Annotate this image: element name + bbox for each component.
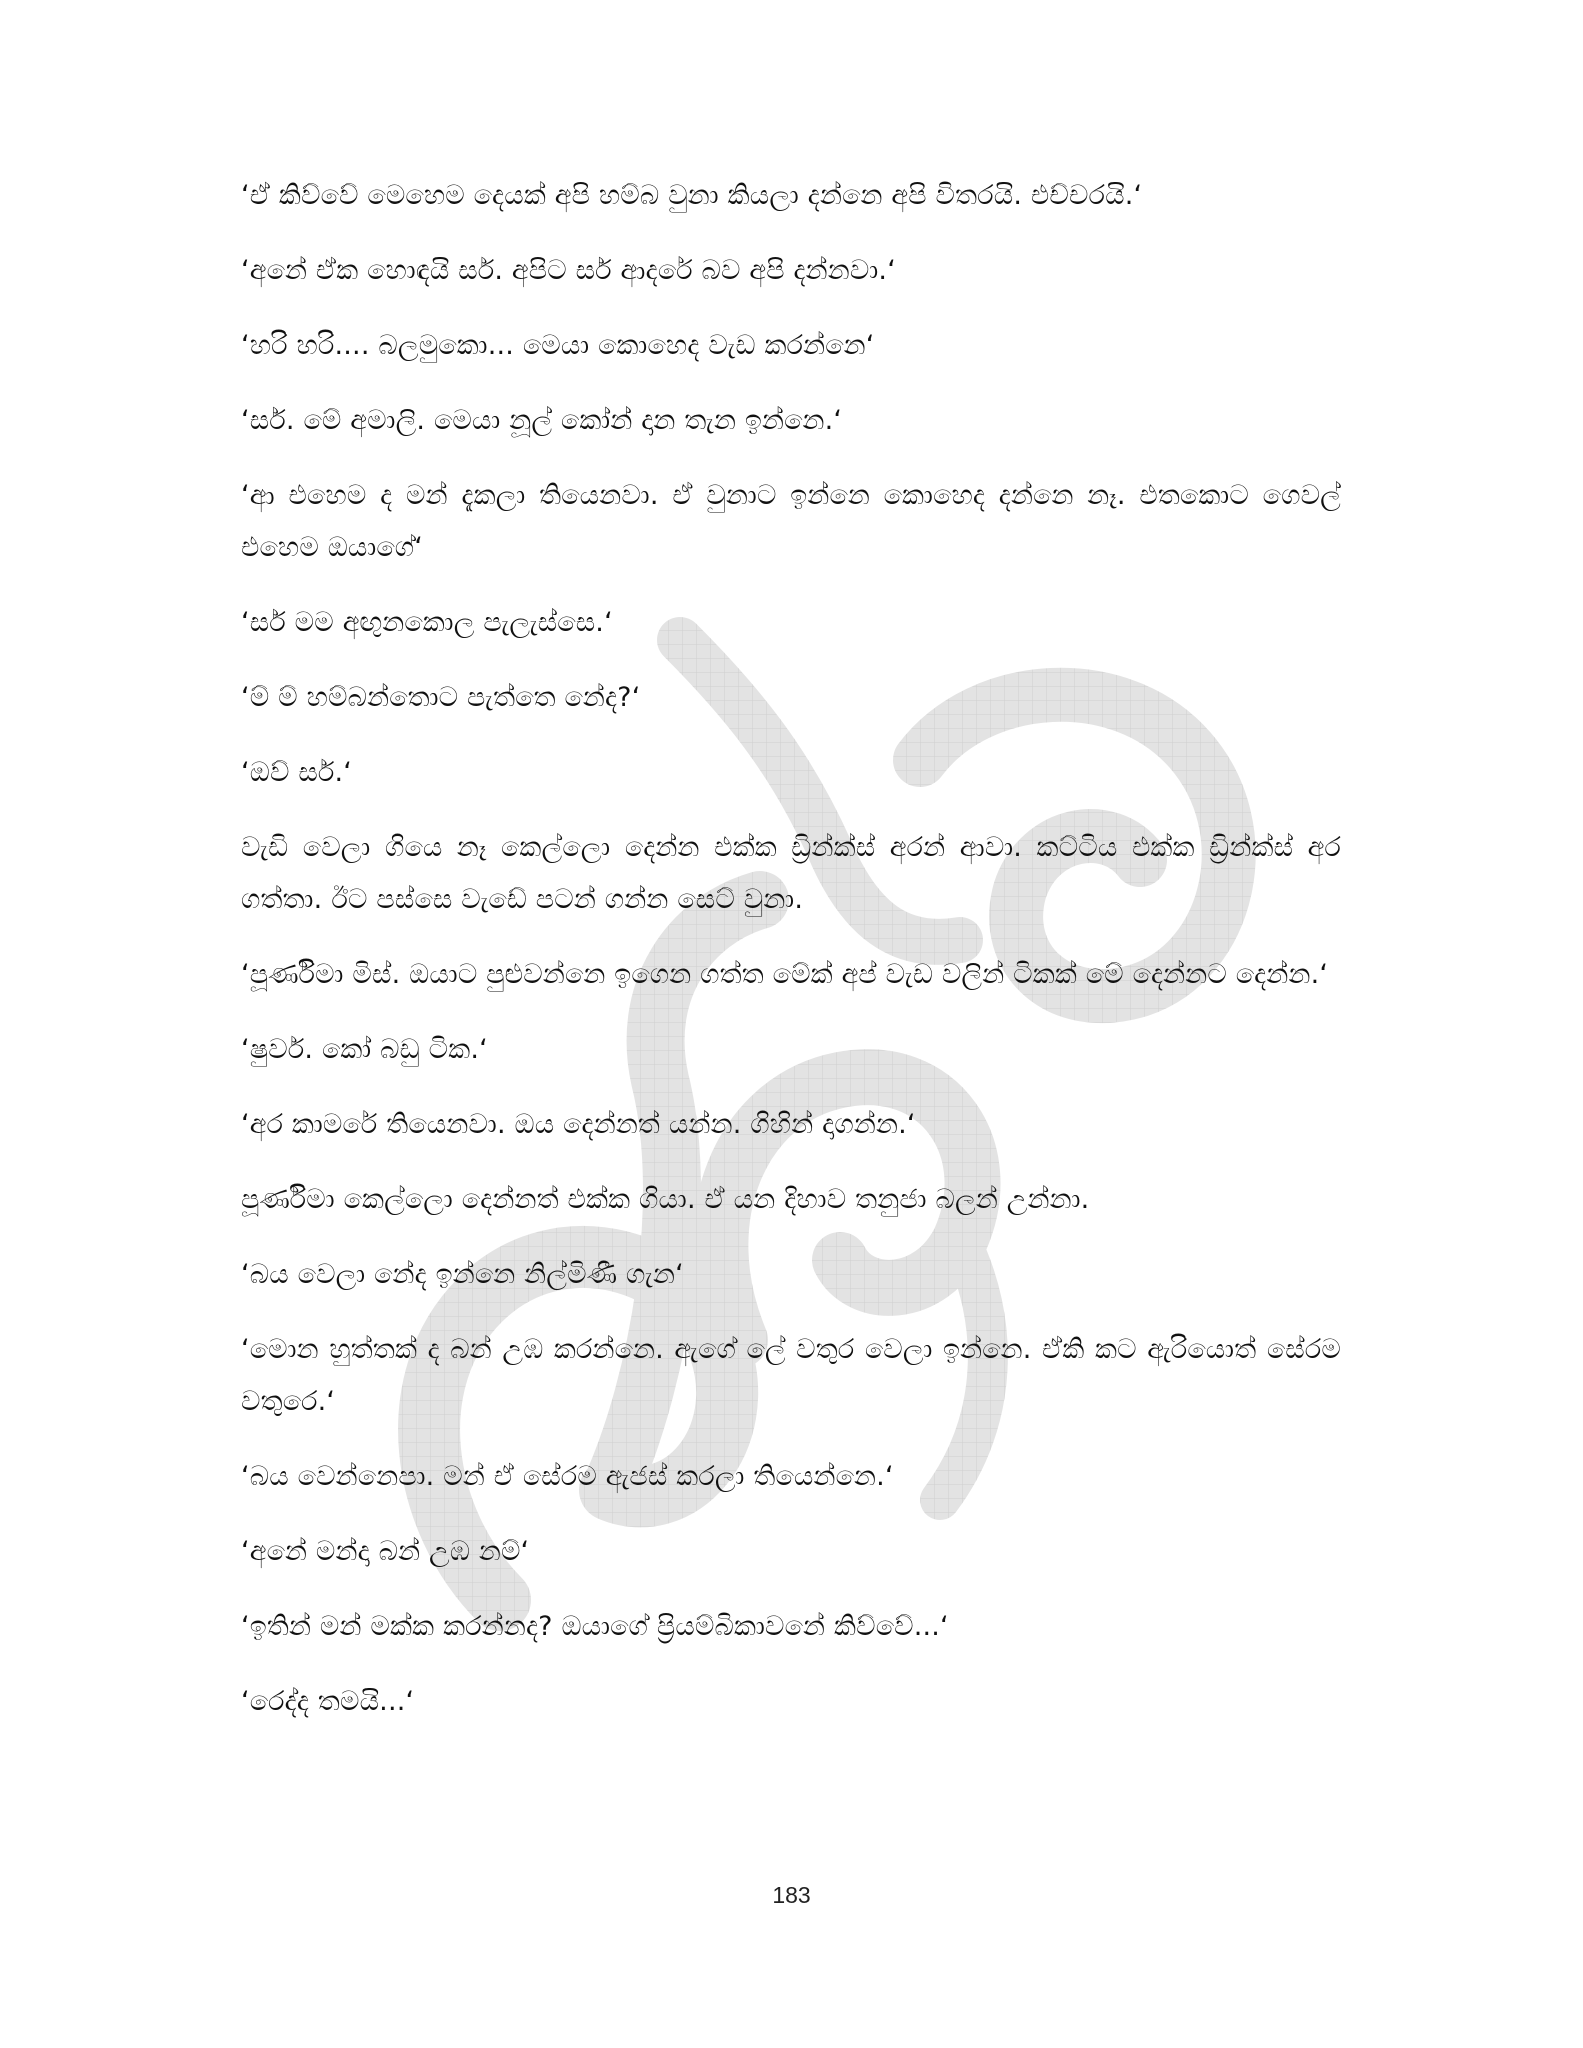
paragraph: ‘සර්. මේ අමාලි. මෙයා නූල් කෝන් දාන තැන ඉන්නෙ.‘ (241, 405, 843, 436)
paragraph: පූර්ණිමා කෙල්ලො දෙන්නත් එක්ක ගියා. ඒ යන දිහාව තනුජා බලන් උන්නා. (241, 1184, 1090, 1215)
paragraph: ‘අනේ ඒක හොඳයි සර්. අපිට සර් ආදරේ බව අපි දන්නවා.‘ (241, 255, 896, 286)
paragraph: වැඩි වෙලා ගියෙ නෑ කෙල්ලො දෙන්න එක්ක ඩ්‍රින්ක්ස් අරන් ආවා. කට්ටිය එක්ක ඩ්‍රින්ක්ස් අර ගත්තා. ඊට පස්සෙ වැඩේ පටන් ගන්න සෙට් වුනා. (241, 832, 1341, 915)
paragraph: ‘අනේ මන්දා බන් උඹ නම්‘ (241, 1536, 530, 1567)
paragraph: ‘අර කාමරේ තියෙනවා. ඔය දෙන්නත් යන්න. ගිහින් දාගන්න.‘ (241, 1109, 916, 1140)
paragraph: ‘ඔව් සර්.‘ (241, 757, 353, 788)
paragraph: ‘හරි හරි.... බලමුකො... මෙයා කොහෙද වැඩ කරන්නෙ‘ (241, 330, 875, 361)
paragraph: ‘ම් ම් හම්බන්තොට පැත්තෙ නේද?‘ (241, 682, 641, 713)
paragraph: ‘මොන හුත්තක් ද බන් උඹ කරන්නෙ. ඇගේ ලේ වතුර වෙලා ඉන්නෙ. ඒකි කට ඇරියොත් සේරම වතුරෙ.‘ (241, 1334, 1341, 1417)
paragraph: ‘රෙද්ද තමයි...‘ (241, 1686, 415, 1717)
paragraph: ‘බය වෙන්නෙපා. මන් ඒ සේරම ඇජස් කරලා තියෙන්නෙ.‘ (241, 1461, 894, 1492)
paragraph: ‘පූර්ණිමා මිස්. ඔයාට පුළුවන්නෙ ඉගෙන ගත්ත මේක් අප් වැඩ වලින් ටිකක් මේ දෙන්නට දෙන්න.‘ (241, 959, 1329, 990)
paragraph: ‘ෂුවර්. කෝ බඩු ටික.‘ (241, 1034, 488, 1065)
paragraph: ‘බය වෙලා නේද ඉන්නෙ නිල්මිණී ගැන‘ (241, 1259, 684, 1290)
document-body (241, 170, 1341, 1728)
paragraph: ‘සර් මම අඟුනකොල පැලැස්සෙ.‘ (241, 607, 613, 638)
paragraph: ‘ඉතින් මන් මක්ක කරන්නද? ඔයාගේ ප්‍රියම්බිකාවනේ කිව්වේ...‘ (241, 1611, 949, 1642)
page-number: 183 (772, 1882, 811, 1908)
paragraph: ‘ආ එහෙම ද මන් දැකලා තියෙනවා. ඒ වුනාට ඉන්නෙ කොහෙද දන්නෙ නෑ. එතකොට ගෙවල් එහෙම ඔයාගේ‘ (241, 480, 1341, 563)
paragraph: ‘ඒ කිව්වේ මෙහෙම දෙයක් අපි හම්බ වුනා කියලා දන්නෙ අපි විතරයි. එච්චරයි.‘ (241, 180, 1143, 211)
